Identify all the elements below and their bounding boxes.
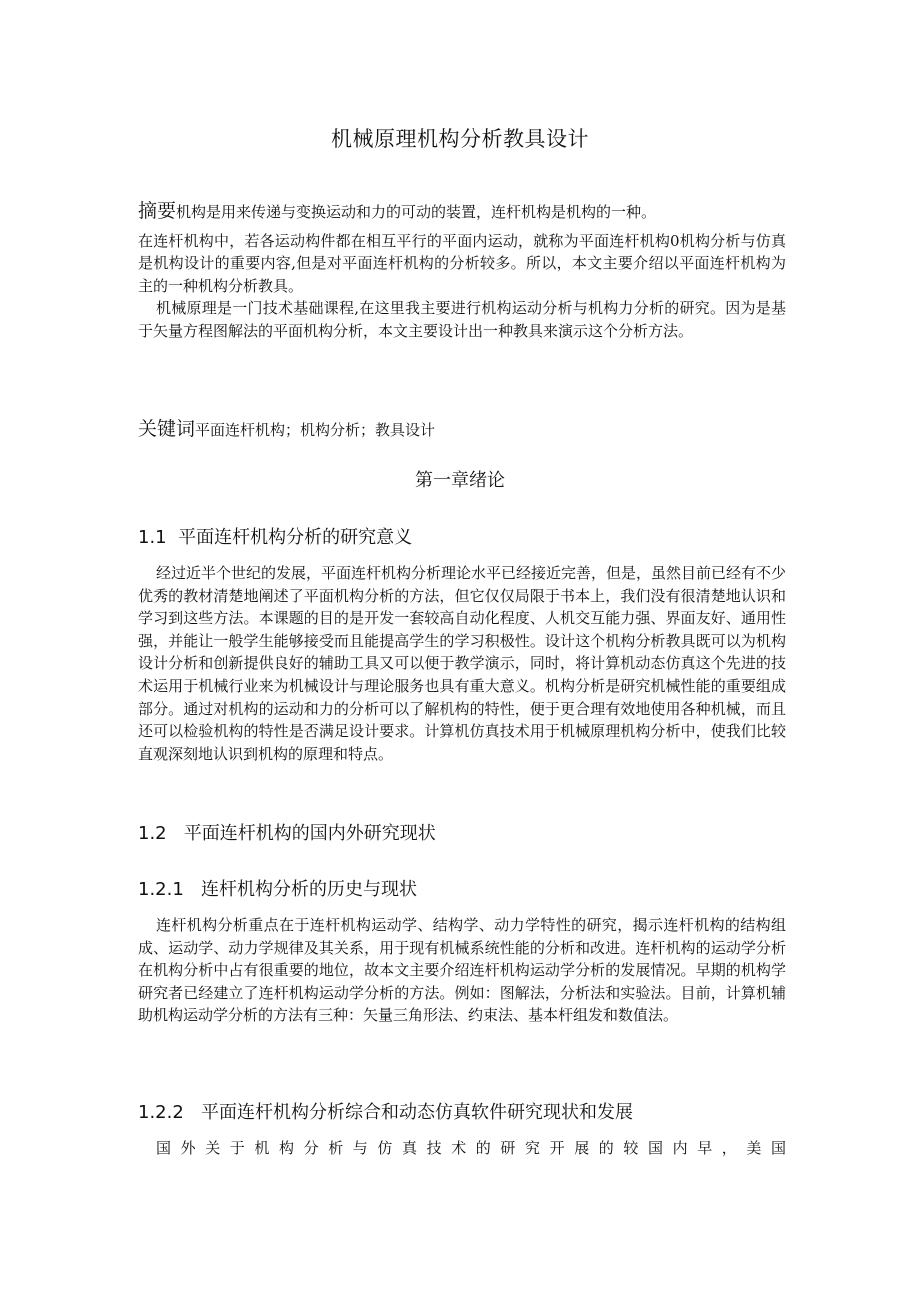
abstract-first-line xyxy=(138,200,786,224)
section-body-1-1 xyxy=(138,562,786,765)
abstract-first-line-text: 机构是用来传递与变换运动和力的可动的装置，连杆机构是机构的一种。 xyxy=(176,203,657,221)
section-title: 平面连杆机构的国内外研究现状 xyxy=(183,823,436,844)
section-number: 1.1 xyxy=(138,527,167,548)
section-heading-1-1 xyxy=(138,524,838,552)
document-title: 机械原理机构分析教具设计 xyxy=(331,127,589,151)
section-body-1-2-1 xyxy=(138,914,786,1027)
abstract-paragraph-2: 机械原理是一门技术基础课程,在这里我主要进行机构运动分析与机构力分析的研究。因为是基于矢量方程图解法的平面机构分析，本文主要设计出一种教具来演示这个分析方法。 xyxy=(138,299,786,340)
section-title: 连杆机构分析的历史与现状 xyxy=(200,879,417,900)
section-heading-1-2-1 xyxy=(138,876,838,904)
abstract-paragraph-1: 在连杆机构中，若各运动构件都在相互平行的平面内运动，就称为平面连杆机构0机构分析与仿真是机构设计的重要内容,但是对平面连杆机构的分析较多。所以，本文主要介绍以平面连杆机构为主的一种机构分析教具。 xyxy=(138,231,786,295)
keywords-line xyxy=(138,418,786,442)
keywords-label: 关键词 xyxy=(138,418,196,440)
section-number: 1.2.1 xyxy=(138,879,184,900)
section-title: 平面连杆机构分析综合和动态仿真软件研究现状和发展 xyxy=(200,1102,633,1123)
section-paragraph: 国外关于机构分析与仿真技术的研究开展的较国内早，美国 xyxy=(156,1139,786,1157)
chapter-title: 第一章绪论 xyxy=(415,470,505,491)
section-number: 1.2 xyxy=(138,823,167,844)
abstract-section xyxy=(138,200,786,343)
section-title: 平面连杆机构分析的研究意义 xyxy=(178,527,413,548)
abstract-label: 摘要 xyxy=(138,200,177,222)
section-heading-1-2-2 xyxy=(138,1099,838,1127)
section-body-1-2-2 xyxy=(138,1137,786,1160)
section-paragraph: 经过近半个世纪的发展，平面连杆机构分析理论水平已经接近完善，但是，虽然目前已经有不少优秀的教材清楚地阐述了平面机构分析的方法，但它仅仅局限于书本上，我们没有很清楚地认识和学习到这些方法。本课题的目的是开发一套较高自动化程度、人机交互能力强、界面友好、通用性强，并能让一般学生能够接受而且能提高学生的学习积极性。设计这个机构分析教具既可以为机构设计分析和创新提供良好的辅助工具又可以便于教学演示，同时，将计算机动态仿真这个先进的技术运用于机械行业来为机械设计与理论服务也具有重大意义。机构分析是研究机械性能的重要组成部分。通过对机构的运动和力的分析可以了解机构的特性，便于更合理有效地使用各种机械，而且还可以检验机构的特性是否满足设计要求。计算机仿真技术用于机械原理机构分析中，使我们比较直观深刻地认识到机构的原理和特点。 xyxy=(138,564,787,763)
section-paragraph: 连杆机构分析重点在于连杆机构运动学、结构学、动力学特性的研究，揭示连杆机构的结构组成、运动学、动力学规律及其关系，用于现有机械系统性能的分析和改进。连杆机构的运动学分析在机构分析中占有很重要的地位，故本文主要介绍连杆机构运动学分析的发展情况。早期的机构学研究者已经建立了连杆机构运动学分析的方法。例如：图解法，分析法和实验法。目前，计算机辅助机构运动学分析的方法有三种：矢量三角形法、约束法、基本杆组发和数值法。 xyxy=(138,916,786,1025)
section-heading-1-2 xyxy=(138,820,838,848)
section-number: 1.2.2 xyxy=(138,1102,184,1123)
keywords-text: 平面连杆机构；机构分析；教具设计 xyxy=(195,421,436,439)
